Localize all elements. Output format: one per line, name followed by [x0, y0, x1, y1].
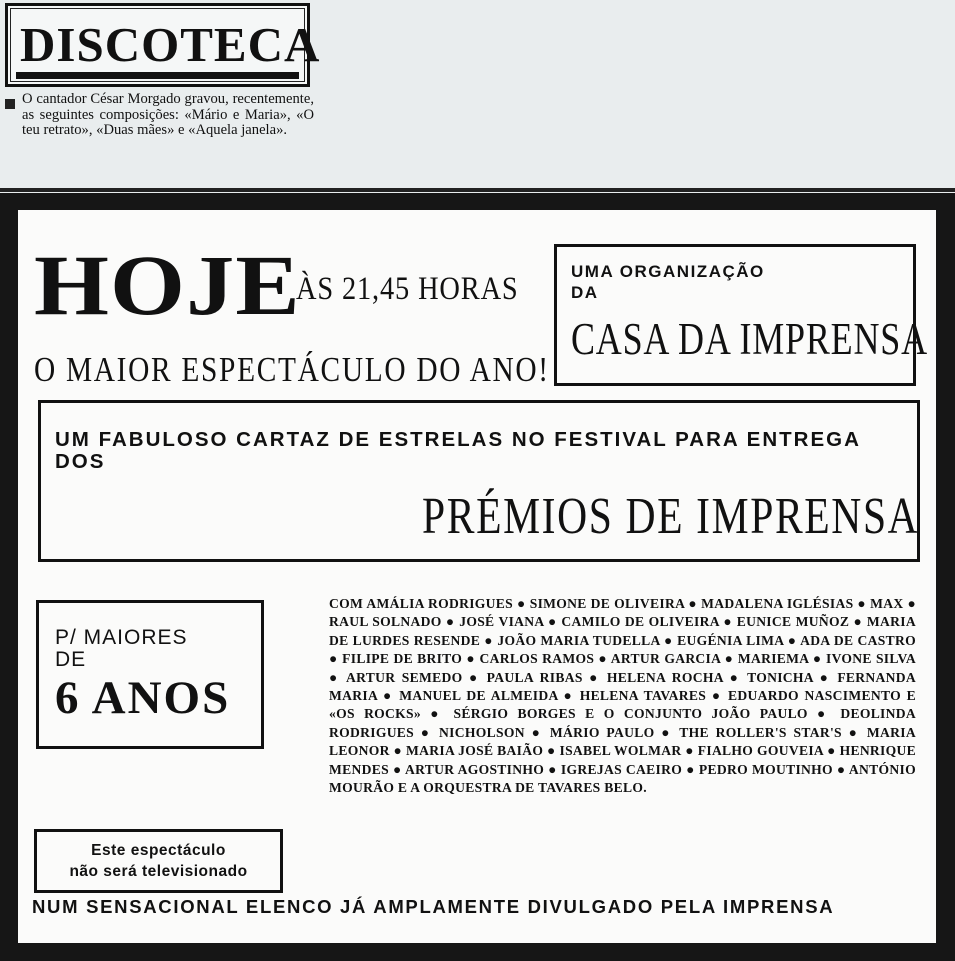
festival-text: [55, 429, 907, 473]
festival-prize: PRÉMIOS DE IMPRENSA: [422, 488, 920, 545]
organizer-label-line1: UMA ORGANIZAÇÃO: [571, 262, 765, 281]
divider-rule: [0, 188, 955, 192]
bullet-square-icon: [5, 99, 15, 109]
organizer-box: [554, 244, 928, 386]
age-restriction-box: [36, 600, 264, 749]
age-line1: P/ MAIORES: [55, 626, 188, 649]
news-item: O cantador César Morgado gravou, recentemente, as seguintes composições: «Mário e Maria», «O teu retrato», «Duas mães» e «Aquela janela».: [22, 91, 314, 139]
footer-text: NUM SENSACIONAL ELENCO JÁ AMPLAMENTE DIVULGADO PELA IMPRENSA: [32, 896, 835, 917]
age-minimum: 6 ANOS: [55, 672, 231, 724]
column-header: [5, 3, 321, 87]
age-line2: DE: [55, 648, 87, 671]
show-time: ÀS 21,45 HORAS: [296, 271, 519, 307]
festival-intro: UM FABULOSO CARTAZ DE ESTRELAS NO FESTIVAL PARA ENTREGA: [55, 428, 861, 451]
organizer-label-line2: DA: [571, 283, 599, 302]
cast-list: COM AMÁLIA RODRIGUES ● SIMONE DE OLIVEIRA ● MADALENA IGLÉSIAS ● MAX ● RAUL SOLNADO ● JOSÉ VIANA ● CAMILO DE OLIVEIRA ● EUNICE MUÑOZ ● MARIA DE LURDES RESENDE ● JOÃO MARIA TUDELLA ● EUGÉNIA LIMA ● ADA DE CASTRO ● FILIPE DE BRITO ● CARLOS RAMOS ● ARTUR GARCIA ● MARIEMA ● IVONE SILVA ● ARTUR SEMEDO ● PAULA RIBAS ● HELENA ROCHA ● TONICHA ● FERNANDA MARIA ● MANUEL DE ALMEIDA ● HELENA TAVARES ● EDUARDO NASCIMENTO E «OS ROCKS» ● SÉRGIO BORGES E O CONJUNTO JOÃO PAULO ● DEOLINDA RODRIGUES ● NICHOLSON ● MÁRIO PAULO ● THE ROLLER'S STAR'S ● MARIA LEONOR ● MARIA JOSÉ BAIÃO ● ISABEL WOLMAR ● FIALHO GOUVEIA ● HENRIQUE MENDES ● ARTUR AGOSTINHO ● IGREJAS CAEIRO ● PEDRO MOUTINHO ● ANTÓNIO MOURÃO E A ORQUESTRA DE TAVARES BELO.: [329, 596, 916, 796]
tv-notice-box: [34, 829, 283, 893]
organizer-name: CASA DA IMPRENSA: [571, 314, 928, 364]
advertisement: [0, 193, 955, 961]
tv-notice-line1: Este espectáculo: [91, 842, 226, 859]
tagline: O MAIOR ESPECTÁCULO DO ANO!: [34, 350, 550, 389]
column-title: DISCOTECA: [20, 17, 321, 72]
tv-notice: [37, 840, 280, 882]
tv-notice-line2: não será televisionado: [69, 863, 248, 880]
header-underline: [16, 72, 299, 79]
headline: HOJE: [34, 237, 301, 333]
organizer-label: [571, 261, 765, 303]
ad-panel: [18, 210, 936, 943]
festival-box: [38, 400, 920, 562]
festival-dos: DOS: [55, 450, 106, 473]
